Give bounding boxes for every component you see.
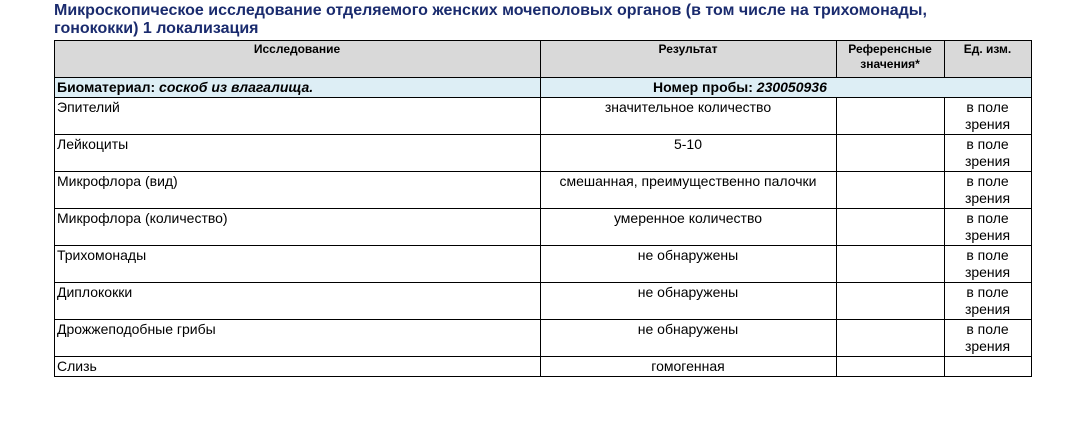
row-result: смешанная, преимущественно палочки [541, 172, 837, 209]
sample-number-value: 230050936 [756, 79, 827, 95]
row-result: гомогенная [541, 357, 837, 377]
row-reference [837, 320, 945, 357]
row-reference [837, 135, 945, 172]
row-reference [837, 98, 945, 135]
row-study-name: Лейкоциты [55, 135, 541, 172]
biomaterial-row [55, 78, 1032, 98]
results-table [54, 40, 1032, 377]
page-title: Микроскопическое исследование отделяемого женских мочеполовых органов (в том числе на трихомонады, гонококки) 1 локализация [54, 2, 927, 37]
row-result: не обнаружены [541, 283, 837, 320]
sample-number-label: Номер пробы: [653, 79, 753, 95]
table-row [55, 209, 1032, 246]
table-row [55, 98, 1032, 135]
table-row [55, 357, 1032, 377]
sample-number-cell [541, 78, 1032, 98]
row-unit: в поле зрения [945, 98, 1032, 135]
row-study-name: Слизь [55, 357, 541, 377]
row-study-name: Диплококки [55, 283, 541, 320]
table-row [55, 172, 1032, 209]
row-unit: в поле зрения [945, 172, 1032, 209]
row-unit: в поле зрения [945, 246, 1032, 283]
row-study-name: Эпителий [55, 98, 541, 135]
row-result: не обнаружены [541, 246, 837, 283]
biomaterial-cell [55, 78, 541, 98]
row-study-name: Микрофлора (количество) [55, 209, 541, 246]
row-unit: в поле зрения [945, 320, 1032, 357]
row-unit: в поле зрения [945, 283, 1032, 320]
row-result: 5-10 [541, 135, 837, 172]
results-body [55, 98, 1032, 377]
row-result: значительное количество [541, 98, 837, 135]
row-unit: в поле зрения [945, 209, 1032, 246]
biomaterial-label: Биоматериал: [57, 79, 156, 95]
row-study-name: Трихомонады [55, 246, 541, 283]
row-result: не обнаружены [541, 320, 837, 357]
row-reference [837, 357, 945, 377]
table-row [55, 320, 1032, 357]
table-row [55, 135, 1032, 172]
row-study-name: Дрожжеподобные грибы [55, 320, 541, 357]
row-unit: в поле зрения [945, 135, 1032, 172]
row-unit [945, 357, 1032, 377]
header-result: Результат [541, 41, 837, 78]
row-reference [837, 209, 945, 246]
table-row [55, 246, 1032, 283]
biomaterial-value: соскоб из влагалища. [159, 79, 314, 95]
row-reference [837, 246, 945, 283]
row-reference [837, 172, 945, 209]
row-result: умеренное количество [541, 209, 837, 246]
table-row [55, 283, 1032, 320]
row-study-name: Микрофлора (вид) [55, 172, 541, 209]
row-reference [837, 283, 945, 320]
table-header-row [55, 41, 1032, 78]
header-reference: Референсные значения* [837, 41, 945, 78]
header-unit: Ед. изм. [945, 41, 1032, 78]
header-study: Исследование [55, 41, 541, 78]
